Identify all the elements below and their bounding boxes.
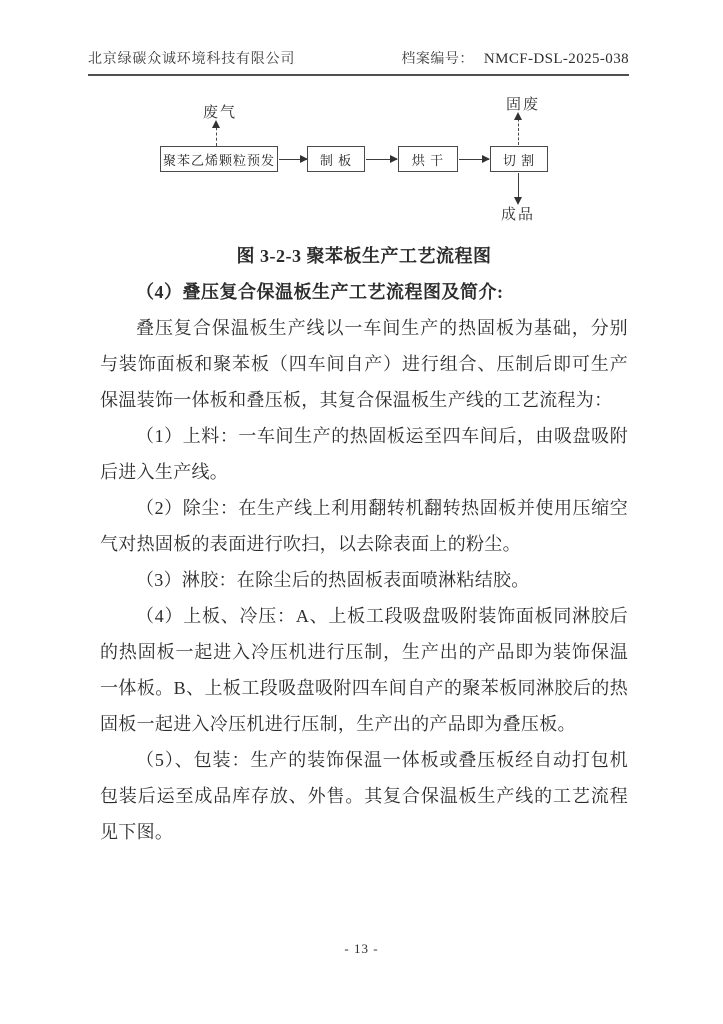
arrow-right-1 bbox=[279, 159, 307, 160]
archive-number-label: 档案编号： bbox=[401, 52, 474, 67]
figure-caption: 图 3-2-3 聚苯板生产工艺流程图 bbox=[236, 246, 492, 266]
flowchart-box-prefoaming: 聚苯乙烯颗粒预发 bbox=[160, 146, 278, 172]
flowchart-waste-gas-label: 废气 bbox=[203, 105, 238, 121]
dashed-arrow-up-solid-waste bbox=[518, 114, 519, 145]
document-body bbox=[100, 238, 628, 850]
dashed-arrow-up-waste-gas bbox=[216, 122, 217, 146]
company-name: 北京绿碳众诚环境科技有限公司 bbox=[88, 52, 296, 67]
flowchart-product-label: 成品 bbox=[501, 207, 536, 223]
solid-arrow-down-product bbox=[518, 173, 519, 203]
paragraph-step-3-glue: （3）淋胶：在除尘后的热固板表面喷淋粘结胶。 bbox=[136, 570, 530, 590]
arrow-right-2 bbox=[366, 159, 397, 160]
flowchart-box-board-making: 制 板 bbox=[307, 146, 365, 172]
flowchart-solid-waste-label: 固废 bbox=[506, 97, 541, 113]
paragraph-step-2-dedusting: （2）除尘：在生产线上利用翻转机翻转热固板并使用压缩空气对热固板的表面进行吹扫，以去除表面上的粉尘。 bbox=[100, 498, 628, 554]
flowchart-box-cutting: 切 割 bbox=[490, 146, 548, 172]
flowchart-box-drying: 烘 干 bbox=[398, 146, 458, 172]
paragraph-step-4-pressing: （4）上板、冷压：A、上板工段吸盘吸附装饰面板同淋胶后的热固板一起进入冷压机进行压制，生产出的产品即为装饰保温一体板。B、上板工段吸盘吸附四车间自产的聚苯板同淋胶后的热固板一起进入冷压机进行压制，生产出的产品即为叠压板。 bbox=[100, 606, 628, 734]
page-number: - 13 - bbox=[344, 941, 379, 956]
page-header bbox=[88, 48, 629, 76]
arrow-right-3 bbox=[459, 159, 489, 160]
archive-number-group bbox=[401, 48, 629, 68]
section-heading: （4）叠压复合保温板生产工艺流程图及简介: bbox=[136, 282, 504, 302]
archive-number-value: NMCF-DSL-2025-038 bbox=[483, 51, 629, 67]
paragraph-step-1-loading: （1）上料：一车间生产的热固板运至四车间后，由吸盘吸附后进入生产线。 bbox=[100, 426, 628, 482]
paragraph-intro: 叠压复合保温板生产线以一车间生产的热固板为基础，分别与装饰面板和聚苯板（四车间自产）进行组合、压制后即可生产保温装饰一体板和叠压板，其复合保温板生产线的工艺流程为： bbox=[100, 318, 628, 410]
paragraph-step-5-packing: （5）、包装：生产的装饰保温一体板或叠压板经自动打包机包装后运至成品库存放、外售。其复合保温板生产线的工艺流程见下图。 bbox=[100, 750, 628, 842]
